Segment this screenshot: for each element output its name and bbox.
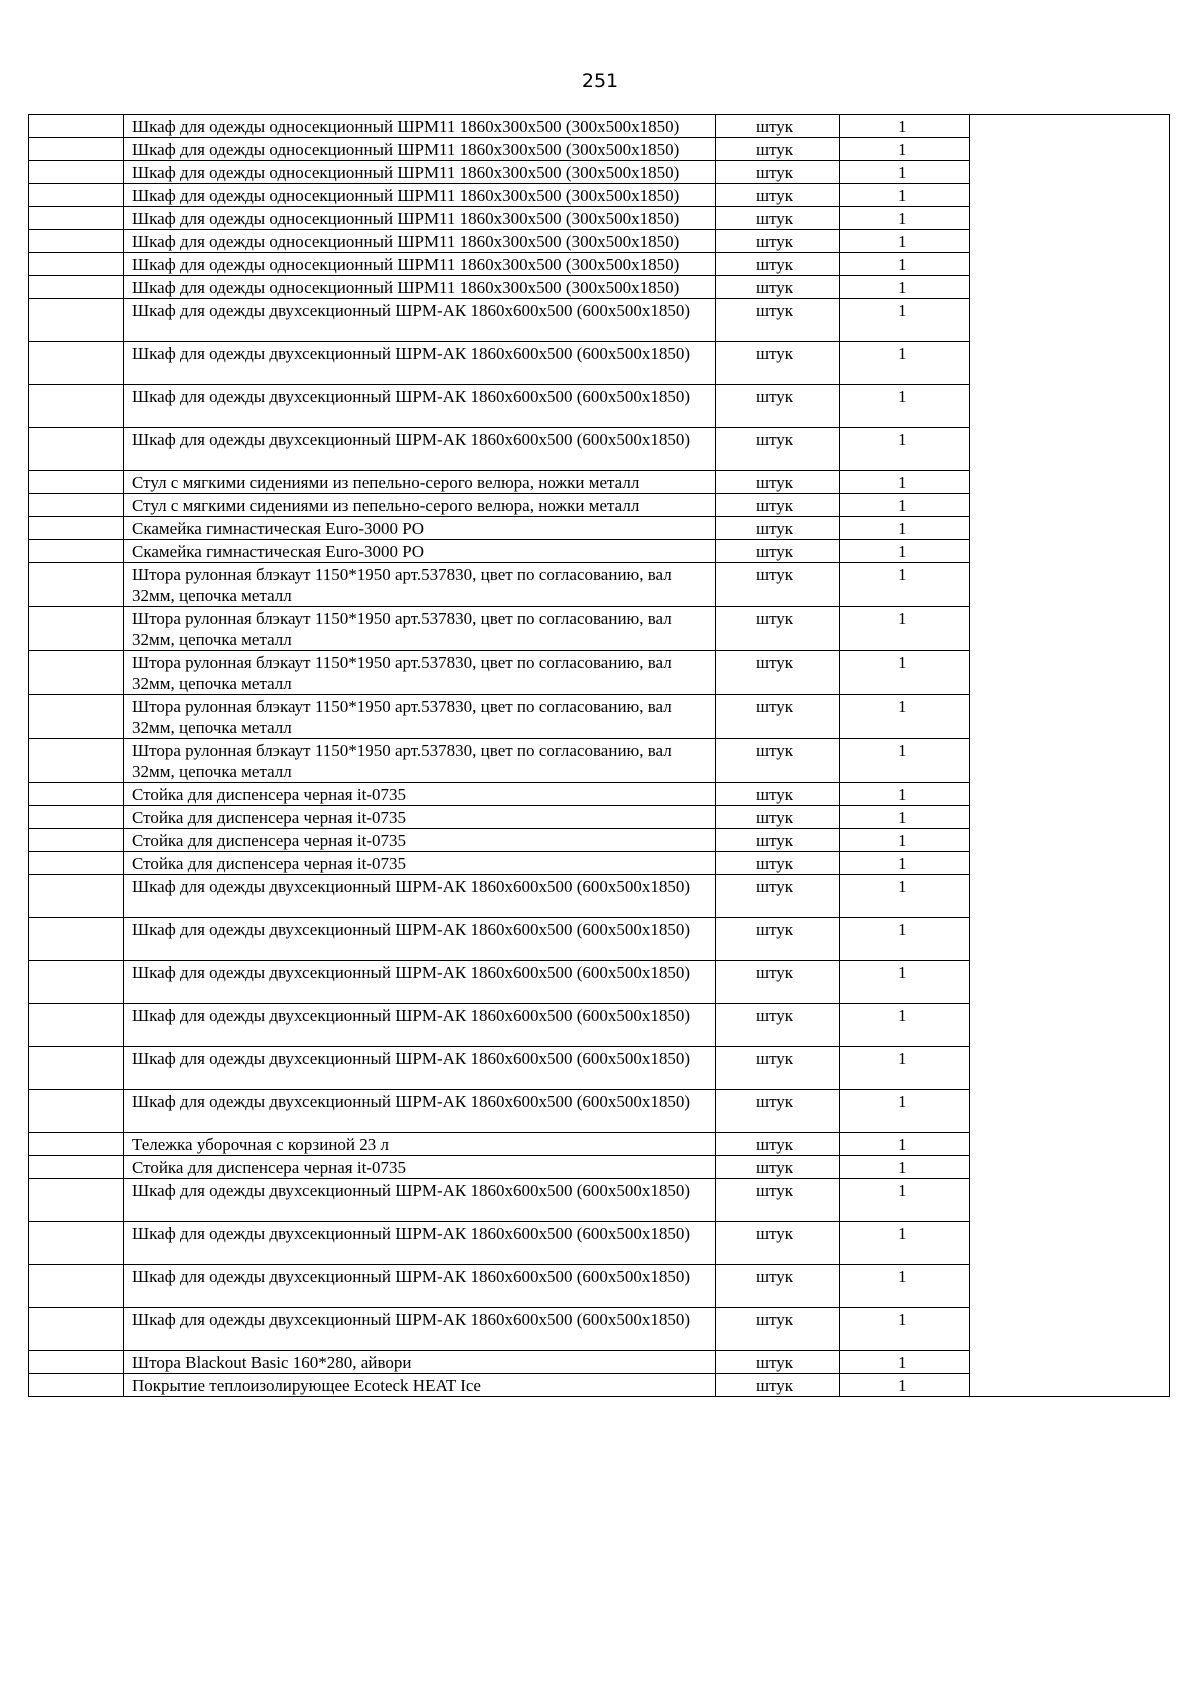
quantity-cell: 1 [840, 184, 970, 207]
unit-cell: штук [716, 276, 840, 299]
item-name-cell: Шкаф для одежды односекционный ШРМ11 1860х300х500 (300х500х1850) [124, 230, 716, 253]
row-number-cell [29, 1047, 124, 1090]
unit-cell: штук [716, 1133, 840, 1156]
unit-cell: штук [716, 471, 840, 494]
unit-cell: штук [716, 739, 840, 783]
quantity-cell: 1 [840, 829, 970, 852]
row-number-cell [29, 138, 124, 161]
item-name-cell: Шкаф для одежды односекционный ШРМ11 1860х300х500 (300х500х1850) [124, 161, 716, 184]
quantity-cell: 1 [840, 961, 970, 1004]
unit-cell: штук [716, 1090, 840, 1133]
unit-cell: штук [716, 299, 840, 342]
item-name-cell: Стойка для диспенсера черная it-0735 [124, 829, 716, 852]
row-number-cell [29, 342, 124, 385]
row-number-cell [29, 1374, 124, 1397]
item-name-cell: Шкаф для одежды односекционный ШРМ11 1860х300х500 (300х500х1850) [124, 138, 716, 161]
quantity-cell: 1 [840, 230, 970, 253]
quantity-cell: 1 [840, 783, 970, 806]
item-name-cell: Шкаф для одежды двухсекционный ШРМ-АК 1860х600х500 (600х500х1850) [124, 299, 716, 342]
unit-cell: штук [716, 517, 840, 540]
row-number-cell [29, 739, 124, 783]
item-name-cell: Шкаф для одежды односекционный ШРМ11 1860х300х500 (300х500х1850) [124, 276, 716, 299]
item-name-cell: Штора рулонная блэкаут 1150*1950 арт.537830, цвет по согласованию, вал 32мм, цепочка металл [124, 739, 716, 783]
row-number-cell [29, 651, 124, 695]
unit-cell: штук [716, 1374, 840, 1397]
unit-cell: штук [716, 1156, 840, 1179]
item-name-cell: Шкаф для одежды двухсекционный ШРМ-АК 1860х600х500 (600х500х1850) [124, 875, 716, 918]
row-number-cell [29, 184, 124, 207]
unit-cell: штук [716, 651, 840, 695]
row-number-cell [29, 385, 124, 428]
item-name-cell: Стойка для диспенсера черная it-0735 [124, 852, 716, 875]
quantity-cell: 1 [840, 918, 970, 961]
quantity-cell: 1 [840, 299, 970, 342]
unit-cell: штук [716, 1047, 840, 1090]
unit-cell: штук [716, 829, 840, 852]
row-number-cell [29, 1179, 124, 1222]
unit-cell: штук [716, 607, 840, 651]
item-name-cell: Стойка для диспенсера черная it-0735 [124, 1156, 716, 1179]
quantity-cell: 1 [840, 207, 970, 230]
item-name-cell: Шкаф для одежды двухсекционный ШРМ-АК 1860х600х500 (600х500х1850) [124, 428, 716, 471]
quantity-cell: 1 [840, 563, 970, 607]
item-name-cell: Шкаф для одежды односекционный ШРМ11 1860х300х500 (300х500х1850) [124, 253, 716, 276]
quantity-cell: 1 [840, 1156, 970, 1179]
row-number-cell [29, 517, 124, 540]
quantity-cell: 1 [840, 1133, 970, 1156]
notes-cell [970, 115, 1170, 1397]
row-number-cell [29, 1351, 124, 1374]
items-table [28, 114, 1170, 1397]
row-number-cell [29, 806, 124, 829]
unit-cell: штук [716, 918, 840, 961]
item-name-cell: Стул с мягкими сидениями из пепельно-серого велюра, ножки металл [124, 471, 716, 494]
item-name-cell: Скамейка гимнастическая Euro-3000 PO [124, 517, 716, 540]
item-name-cell: Штора рулонная блэкаут 1150*1950 арт.537830, цвет по согласованию, вал 32мм, цепочка металл [124, 607, 716, 651]
row-number-cell [29, 961, 124, 1004]
unit-cell: штук [716, 385, 840, 428]
quantity-cell: 1 [840, 428, 970, 471]
quantity-cell: 1 [840, 115, 970, 138]
quantity-cell: 1 [840, 161, 970, 184]
item-name-cell: Скамейка гимнастическая Euro-3000 PO [124, 540, 716, 563]
item-name-cell: Шкаф для одежды односекционный ШРМ11 1860х300х500 (300х500х1850) [124, 207, 716, 230]
quantity-cell: 1 [840, 875, 970, 918]
item-name-cell: Штора рулонная блэкаут 1150*1950 арт.537830, цвет по согласованию, вал 32мм, цепочка металл [124, 651, 716, 695]
item-name-cell: Шкаф для одежды двухсекционный ШРМ-АК 1860х600х500 (600х500х1850) [124, 918, 716, 961]
unit-cell: штук [716, 115, 840, 138]
unit-cell: штук [716, 342, 840, 385]
unit-cell: штук [716, 852, 840, 875]
row-number-cell [29, 852, 124, 875]
quantity-cell: 1 [840, 385, 970, 428]
quantity-cell: 1 [840, 1222, 970, 1265]
item-name-cell: Шкаф для одежды двухсекционный ШРМ-АК 1860х600х500 (600х500х1850) [124, 1222, 716, 1265]
row-number-cell [29, 918, 124, 961]
item-name-cell: Шкаф для одежды односекционный ШРМ11 1860х300х500 (300х500х1850) [124, 184, 716, 207]
unit-cell: штук [716, 428, 840, 471]
item-name-cell: Шкаф для одежды двухсекционный ШРМ-АК 1860х600х500 (600х500х1850) [124, 1179, 716, 1222]
unit-cell: штук [716, 1351, 840, 1374]
item-name-cell: Шкаф для одежды односекционный ШРМ11 1860х300х500 (300х500х1850) [124, 115, 716, 138]
unit-cell: штук [716, 961, 840, 1004]
unit-cell: штук [716, 1222, 840, 1265]
row-number-cell [29, 299, 124, 342]
row-number-cell [29, 1156, 124, 1179]
unit-cell: штук [716, 161, 840, 184]
quantity-cell: 1 [840, 1308, 970, 1351]
row-number-cell [29, 471, 124, 494]
unit-cell: штук [716, 695, 840, 739]
row-number-cell [29, 207, 124, 230]
row-number-cell [29, 1222, 124, 1265]
row-number-cell [29, 829, 124, 852]
row-number-cell [29, 1308, 124, 1351]
item-name-cell: Шкаф для одежды двухсекционный ШРМ-АК 1860х600х500 (600х500х1850) [124, 1047, 716, 1090]
unit-cell: штук [716, 540, 840, 563]
quantity-cell: 1 [840, 138, 970, 161]
row-number-cell [29, 494, 124, 517]
table-row [29, 115, 1170, 138]
unit-cell: штук [716, 207, 840, 230]
quantity-cell: 1 [840, 651, 970, 695]
quantity-cell: 1 [840, 471, 970, 494]
quantity-cell: 1 [840, 342, 970, 385]
unit-cell: штук [716, 1004, 840, 1047]
row-number-cell [29, 563, 124, 607]
row-number-cell [29, 1090, 124, 1133]
item-name-cell: Тележка уборочная с корзиной 23 л [124, 1133, 716, 1156]
quantity-cell: 1 [840, 517, 970, 540]
quantity-cell: 1 [840, 494, 970, 517]
item-name-cell: Шкаф для одежды двухсекционный ШРМ-АК 1860х600х500 (600х500х1850) [124, 342, 716, 385]
quantity-cell: 1 [840, 607, 970, 651]
row-number-cell [29, 428, 124, 471]
row-number-cell [29, 695, 124, 739]
item-name-cell: Штора рулонная блэкаут 1150*1950 арт.537830, цвет по согласованию, вал 32мм, цепочка металл [124, 695, 716, 739]
quantity-cell: 1 [840, 1047, 970, 1090]
quantity-cell: 1 [840, 806, 970, 829]
row-number-cell [29, 230, 124, 253]
unit-cell: штук [716, 1179, 840, 1222]
quantity-cell: 1 [840, 1004, 970, 1047]
row-number-cell [29, 276, 124, 299]
row-number-cell [29, 161, 124, 184]
item-name-cell: Шкаф для одежды двухсекционный ШРМ-АК 1860х600х500 (600х500х1850) [124, 385, 716, 428]
quantity-cell: 1 [840, 1090, 970, 1133]
row-number-cell [29, 253, 124, 276]
quantity-cell: 1 [840, 852, 970, 875]
unit-cell: штук [716, 563, 840, 607]
row-number-cell [29, 1265, 124, 1308]
item-name-cell: Шкаф для одежды двухсекционный ШРМ-АК 1860х600х500 (600х500х1850) [124, 1265, 716, 1308]
row-number-cell [29, 607, 124, 651]
unit-cell: штук [716, 1265, 840, 1308]
quantity-cell: 1 [840, 1265, 970, 1308]
row-number-cell [29, 1133, 124, 1156]
item-name-cell: Стойка для диспенсера черная it-0735 [124, 783, 716, 806]
item-name-cell: Шкаф для одежды двухсекционный ШРМ-АК 1860х600х500 (600х500х1850) [124, 1090, 716, 1133]
unit-cell: штук [716, 806, 840, 829]
unit-cell: штук [716, 184, 840, 207]
item-name-cell: Штора рулонная блэкаут 1150*1950 арт.537830, цвет по согласованию, вал 32мм, цепочка металл [124, 563, 716, 607]
item-name-cell: Шкаф для одежды двухсекционный ШРМ-АК 1860х600х500 (600х500х1850) [124, 1308, 716, 1351]
item-name-cell: Стойка для диспенсера черная it-0735 [124, 806, 716, 829]
row-number-cell [29, 875, 124, 918]
unit-cell: штук [716, 230, 840, 253]
quantity-cell: 1 [840, 276, 970, 299]
row-number-cell [29, 1004, 124, 1047]
item-name-cell: Шкаф для одежды двухсекционный ШРМ-АК 1860х600х500 (600х500х1850) [124, 961, 716, 1004]
page-number: 251 [581, 70, 619, 92]
item-name-cell: Шкаф для одежды двухсекционный ШРМ-АК 1860х600х500 (600х500х1850) [124, 1004, 716, 1047]
quantity-cell: 1 [840, 1351, 970, 1374]
unit-cell: штук [716, 138, 840, 161]
items-table-body [29, 115, 1170, 1397]
unit-cell: штук [716, 875, 840, 918]
unit-cell: штук [716, 1308, 840, 1351]
quantity-cell: 1 [840, 540, 970, 563]
unit-cell: штук [716, 253, 840, 276]
row-number-cell [29, 540, 124, 563]
row-number-cell [29, 115, 124, 138]
quantity-cell: 1 [840, 695, 970, 739]
unit-cell: штук [716, 783, 840, 806]
quantity-cell: 1 [840, 1374, 970, 1397]
quantity-cell: 1 [840, 253, 970, 276]
quantity-cell: 1 [840, 1179, 970, 1222]
row-number-cell [29, 783, 124, 806]
unit-cell: штук [716, 494, 840, 517]
item-name-cell: Покрытие теплоизолирующее Ecoteck HEAT Ice [124, 1374, 716, 1397]
quantity-cell: 1 [840, 739, 970, 783]
item-name-cell: Стул с мягкими сидениями из пепельно-серого велюра, ножки металл [124, 494, 716, 517]
item-name-cell: Штора Blackout Basic 160*280, айвори [124, 1351, 716, 1374]
